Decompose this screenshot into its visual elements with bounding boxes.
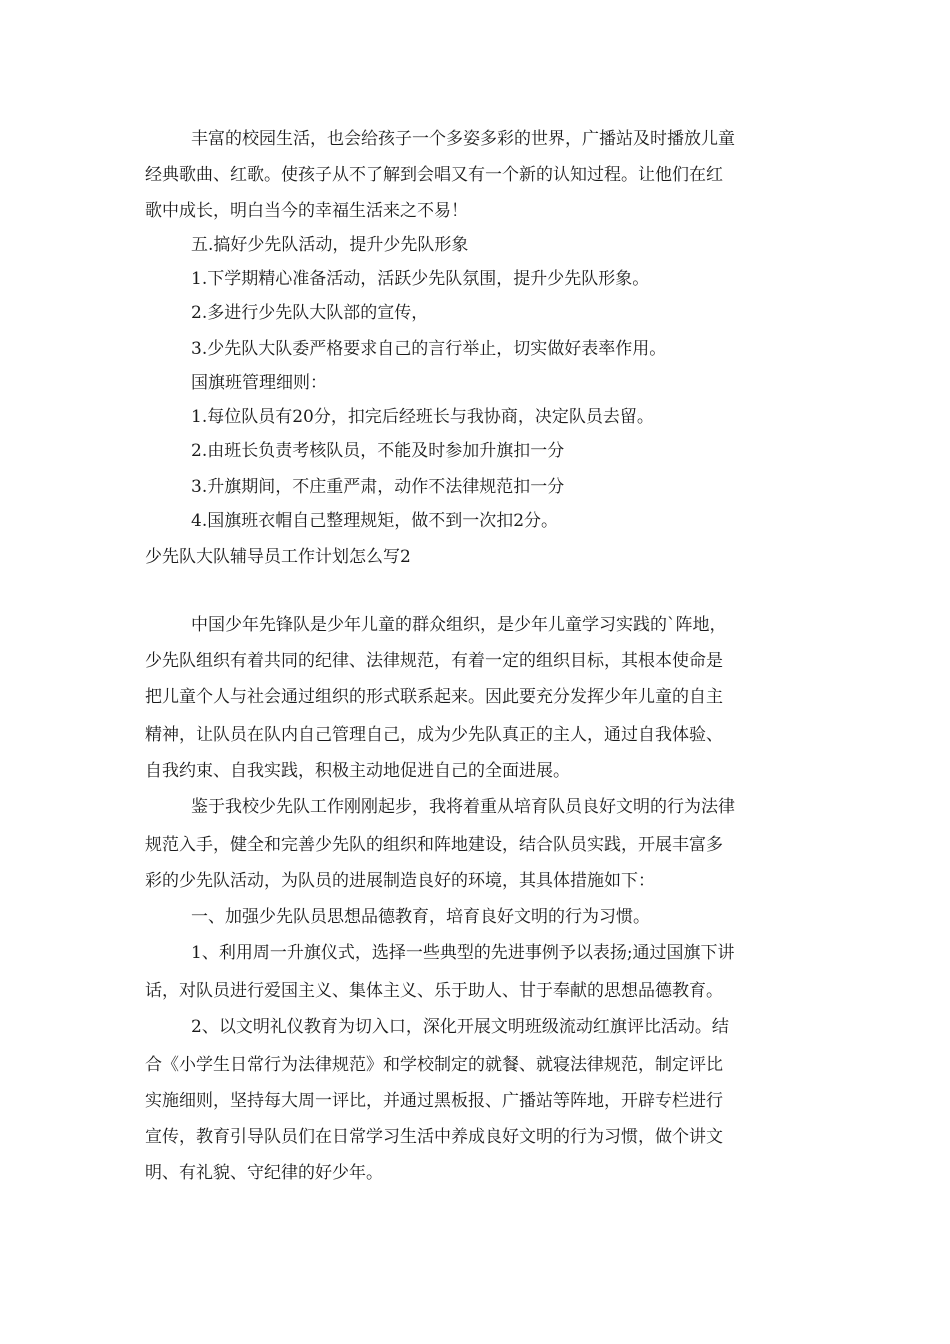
list-item: 3.少先队大队委严格要求自己的言行举止，切实做好表率作用。 [191,339,667,359]
list-item: 3.升旗期间，不庄重严肃，动作不法律规范扣一分 [191,477,565,497]
section-heading: 一、加强少先队员思想品德教育，培育良好文明的行为习惯。 [191,907,650,927]
paragraph-line: 经典歌曲、红歌。使孩子从不了解到会唱又有一个新的认知过程。让他们在红 [145,165,723,185]
paragraph-line: 中国少年先锋队是少年儿童的群众组织，是少年儿童学习实践的`阵地， [191,615,727,635]
paragraph-line: 合《小学生日常行为法律规范》和学校制定的就餐、就寝法律规范，制定评比 [145,1055,723,1075]
paragraph-line: 规范入手，健全和完善少先队的组织和阵地建设，结合队员实践，开展丰富多 [145,835,723,855]
list-item: 2.多进行少先队大队部的宣传， [191,303,429,323]
paragraph-line: 精神，让队员在队内自己管理自己，成为少先队真正的主人，通过自我体验、 [145,725,723,745]
section-title: 少先队大队辅导员工作计划怎么写2 [145,547,411,567]
paragraph-line: 宣传，教育引导队员们在日常学习生活中养成良好文明的行为习惯，做个讲文 [145,1127,723,1147]
paragraph-line: 少先队组织有着共同的纪律、法律规范，有着一定的组织目标，其根本使命是 [145,651,723,671]
paragraph-line: 话，对队员进行爱国主义、集体主义、乐于助人、甘于奉献的思想品德教育。 [145,981,723,1001]
subheading: 国旗班管理细则： [191,373,327,393]
paragraph-line: 1、利用周一升旗仪式，选择一些典型的先进事例予以表扬;通过国旗下讲 [191,943,735,963]
paragraph-line: 实施细则，坚持每大周一评比，并通过黑板报、广播站等阵地，开辟专栏进行 [145,1091,723,1111]
list-item: 1.每位队员有20分，扣完后经班长与我协商，决定队员去留。 [191,407,654,427]
paragraph-line: 2、以文明礼仪教育为切入口，深化开展文明班级流动红旗评比活动。结 [191,1017,729,1037]
list-item: 1.下学期精心准备活动，活跃少先队氛围，提升少先队形象。 [191,269,650,289]
paragraph-line: 自我约束、自我实践，积极主动地促进自己的全面进展。 [145,761,570,781]
paragraph-line: 把儿童个人与社会通过组织的形式联系起来。因此要充分发挥少年儿童的自主 [145,687,723,707]
paragraph-line: 鉴于我校少先队工作刚刚起步，我将着重从培育队员良好文明的行为法律 [191,797,735,817]
paragraph-line: 歌中成长，明白当今的幸福生活来之不易！ [145,201,468,221]
list-item: 4.国旗班衣帽自己整理规矩，做不到一次扣2分。 [191,511,559,531]
list-item: 2.由班长负责考核队员，不能及时参加升旗扣一分 [191,441,565,461]
section-heading: 五.搞好少先队活动，提升少先队形象 [191,235,469,255]
paragraph-line: 明、有礼貌、守纪律的好少年。 [145,1163,383,1183]
paragraph-line: 彩的少先队活动，为队员的进展制造良好的环境，其具体措施如下： [145,871,655,891]
paragraph-line: 丰富的校园生活，也会给孩子一个多姿多彩的世界，广播站及时播放儿童 [191,129,735,149]
